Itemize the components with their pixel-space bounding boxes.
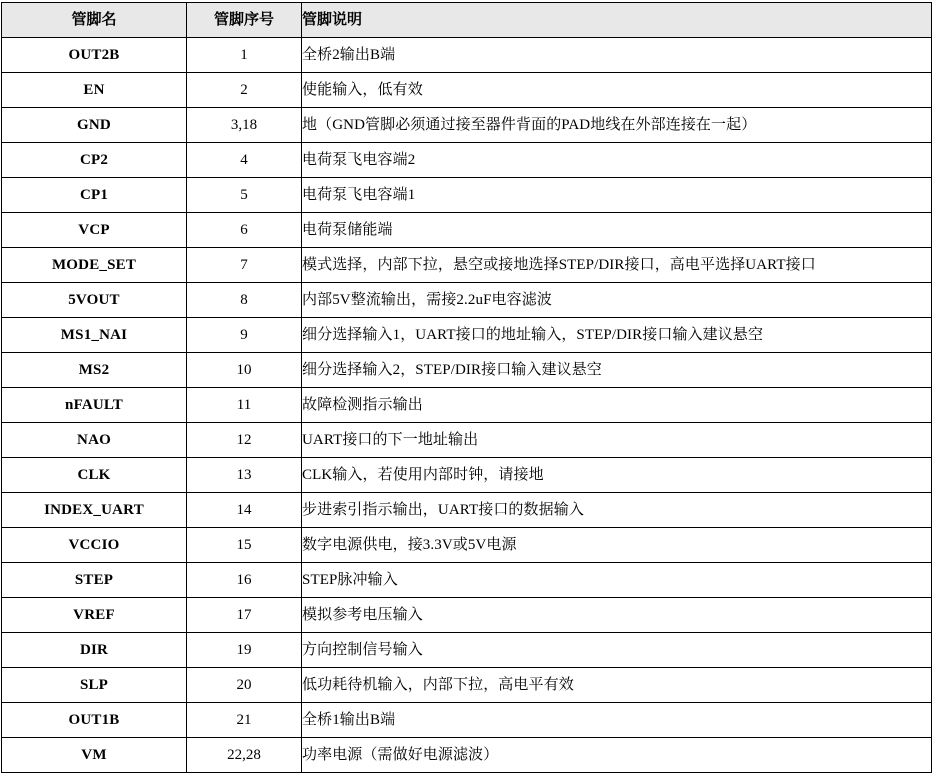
table-row (2, 668, 932, 703)
cell-pin-description: 全桥1输出B端 (302, 703, 932, 738)
cell-pin-description: 细分选择输入2，STEP/DIR接口输入建议悬空 (302, 353, 932, 388)
table-row (2, 423, 932, 458)
cell-pin-number: 4 (187, 143, 302, 178)
cell-pin-description: 电荷泵储能端 (302, 213, 932, 248)
pin-description-table (1, 2, 932, 773)
column-header-pin-name: 管脚名 (2, 3, 187, 38)
table-row (2, 458, 932, 493)
cell-pin-name: MS2 (2, 353, 187, 388)
cell-pin-description: 模拟参考电压输入 (302, 598, 932, 633)
cell-pin-name: OUT2B (2, 38, 187, 73)
table-row (2, 318, 932, 353)
cell-pin-number: 17 (187, 598, 302, 633)
cell-pin-number: 21 (187, 703, 302, 738)
cell-pin-name: EN (2, 73, 187, 108)
table-row (2, 563, 932, 598)
cell-pin-name: SLP (2, 668, 187, 703)
cell-pin-description: 电荷泵飞电容端1 (302, 178, 932, 213)
cell-pin-number: 6 (187, 213, 302, 248)
table-row (2, 108, 932, 143)
table-row (2, 283, 932, 318)
cell-pin-name: DIR (2, 633, 187, 668)
cell-pin-description: 功率电源（需做好电源滤波） (302, 738, 932, 773)
cell-pin-description: 步进索引指示输出，UART接口的数据输入 (302, 493, 932, 528)
cell-pin-description: 细分选择输入1，UART接口的地址输入，STEP/DIR接口输入建议悬空 (302, 318, 932, 353)
table-row (2, 633, 932, 668)
cell-pin-description: 使能输入，低有效 (302, 73, 932, 108)
table-body (2, 38, 932, 773)
cell-pin-number: 11 (187, 388, 302, 423)
cell-pin-number: 1 (187, 38, 302, 73)
cell-pin-description: 低功耗待机输入，内部下拉，高电平有效 (302, 668, 932, 703)
table-row (2, 493, 932, 528)
cell-pin-name: INDEX_UART (2, 493, 187, 528)
cell-pin-name: CP2 (2, 143, 187, 178)
column-header-pin-number: 管脚序号 (187, 3, 302, 38)
table-row (2, 703, 932, 738)
table-row (2, 143, 932, 178)
cell-pin-number: 9 (187, 318, 302, 353)
table-row (2, 353, 932, 388)
cell-pin-name: CP1 (2, 178, 187, 213)
table-row (2, 248, 932, 283)
table-header-row (2, 3, 932, 38)
table-row (2, 388, 932, 423)
cell-pin-number: 7 (187, 248, 302, 283)
table-row (2, 738, 932, 773)
cell-pin-description: CLK输入，若使用内部时钟，请接地 (302, 458, 932, 493)
cell-pin-number: 2 (187, 73, 302, 108)
cell-pin-description: 故障检测指示输出 (302, 388, 932, 423)
cell-pin-name: STEP (2, 563, 187, 598)
table-header (2, 3, 932, 38)
cell-pin-name: nFAULT (2, 388, 187, 423)
cell-pin-number: 16 (187, 563, 302, 598)
cell-pin-number: 5 (187, 178, 302, 213)
cell-pin-number: 15 (187, 528, 302, 563)
cell-pin-number: 22,28 (187, 738, 302, 773)
cell-pin-number: 12 (187, 423, 302, 458)
cell-pin-number: 19 (187, 633, 302, 668)
cell-pin-name: 5VOUT (2, 283, 187, 318)
cell-pin-description: 地（GND管脚必须通过接至器件背面的PAD地线在外部连接在一起） (302, 108, 932, 143)
cell-pin-number: 20 (187, 668, 302, 703)
cell-pin-name: MS1_NAI (2, 318, 187, 353)
table-row (2, 38, 932, 73)
column-header-pin-description: 管脚说明 (302, 3, 932, 38)
cell-pin-name: CLK (2, 458, 187, 493)
cell-pin-name: VCP (2, 213, 187, 248)
table-row (2, 598, 932, 633)
cell-pin-name: VM (2, 738, 187, 773)
table-row (2, 73, 932, 108)
cell-pin-name: VCCIO (2, 528, 187, 563)
cell-pin-description: UART接口的下一地址输出 (302, 423, 932, 458)
table-row (2, 178, 932, 213)
table-row (2, 213, 932, 248)
cell-pin-number: 10 (187, 353, 302, 388)
cell-pin-number: 8 (187, 283, 302, 318)
cell-pin-name: NAO (2, 423, 187, 458)
cell-pin-number: 13 (187, 458, 302, 493)
cell-pin-description: 模式选择，内部下拉，悬空或接地选择STEP/DIR接口，高电平选择UART接口 (302, 248, 932, 283)
cell-pin-name: OUT1B (2, 703, 187, 738)
cell-pin-description: 内部5V整流输出，需接2.2uF电容滤波 (302, 283, 932, 318)
cell-pin-number: 14 (187, 493, 302, 528)
cell-pin-description: 全桥2输出B端 (302, 38, 932, 73)
cell-pin-description: STEP脉冲输入 (302, 563, 932, 598)
cell-pin-number: 3,18 (187, 108, 302, 143)
table-row (2, 528, 932, 563)
cell-pin-description: 方向控制信号输入 (302, 633, 932, 668)
cell-pin-name: VREF (2, 598, 187, 633)
cell-pin-description: 电荷泵飞电容端2 (302, 143, 932, 178)
document-page (0, 2, 932, 763)
cell-pin-name: MODE_SET (2, 248, 187, 283)
cell-pin-description: 数字电源供电，接3.3V或5V电源 (302, 528, 932, 563)
cell-pin-name: GND (2, 108, 187, 143)
